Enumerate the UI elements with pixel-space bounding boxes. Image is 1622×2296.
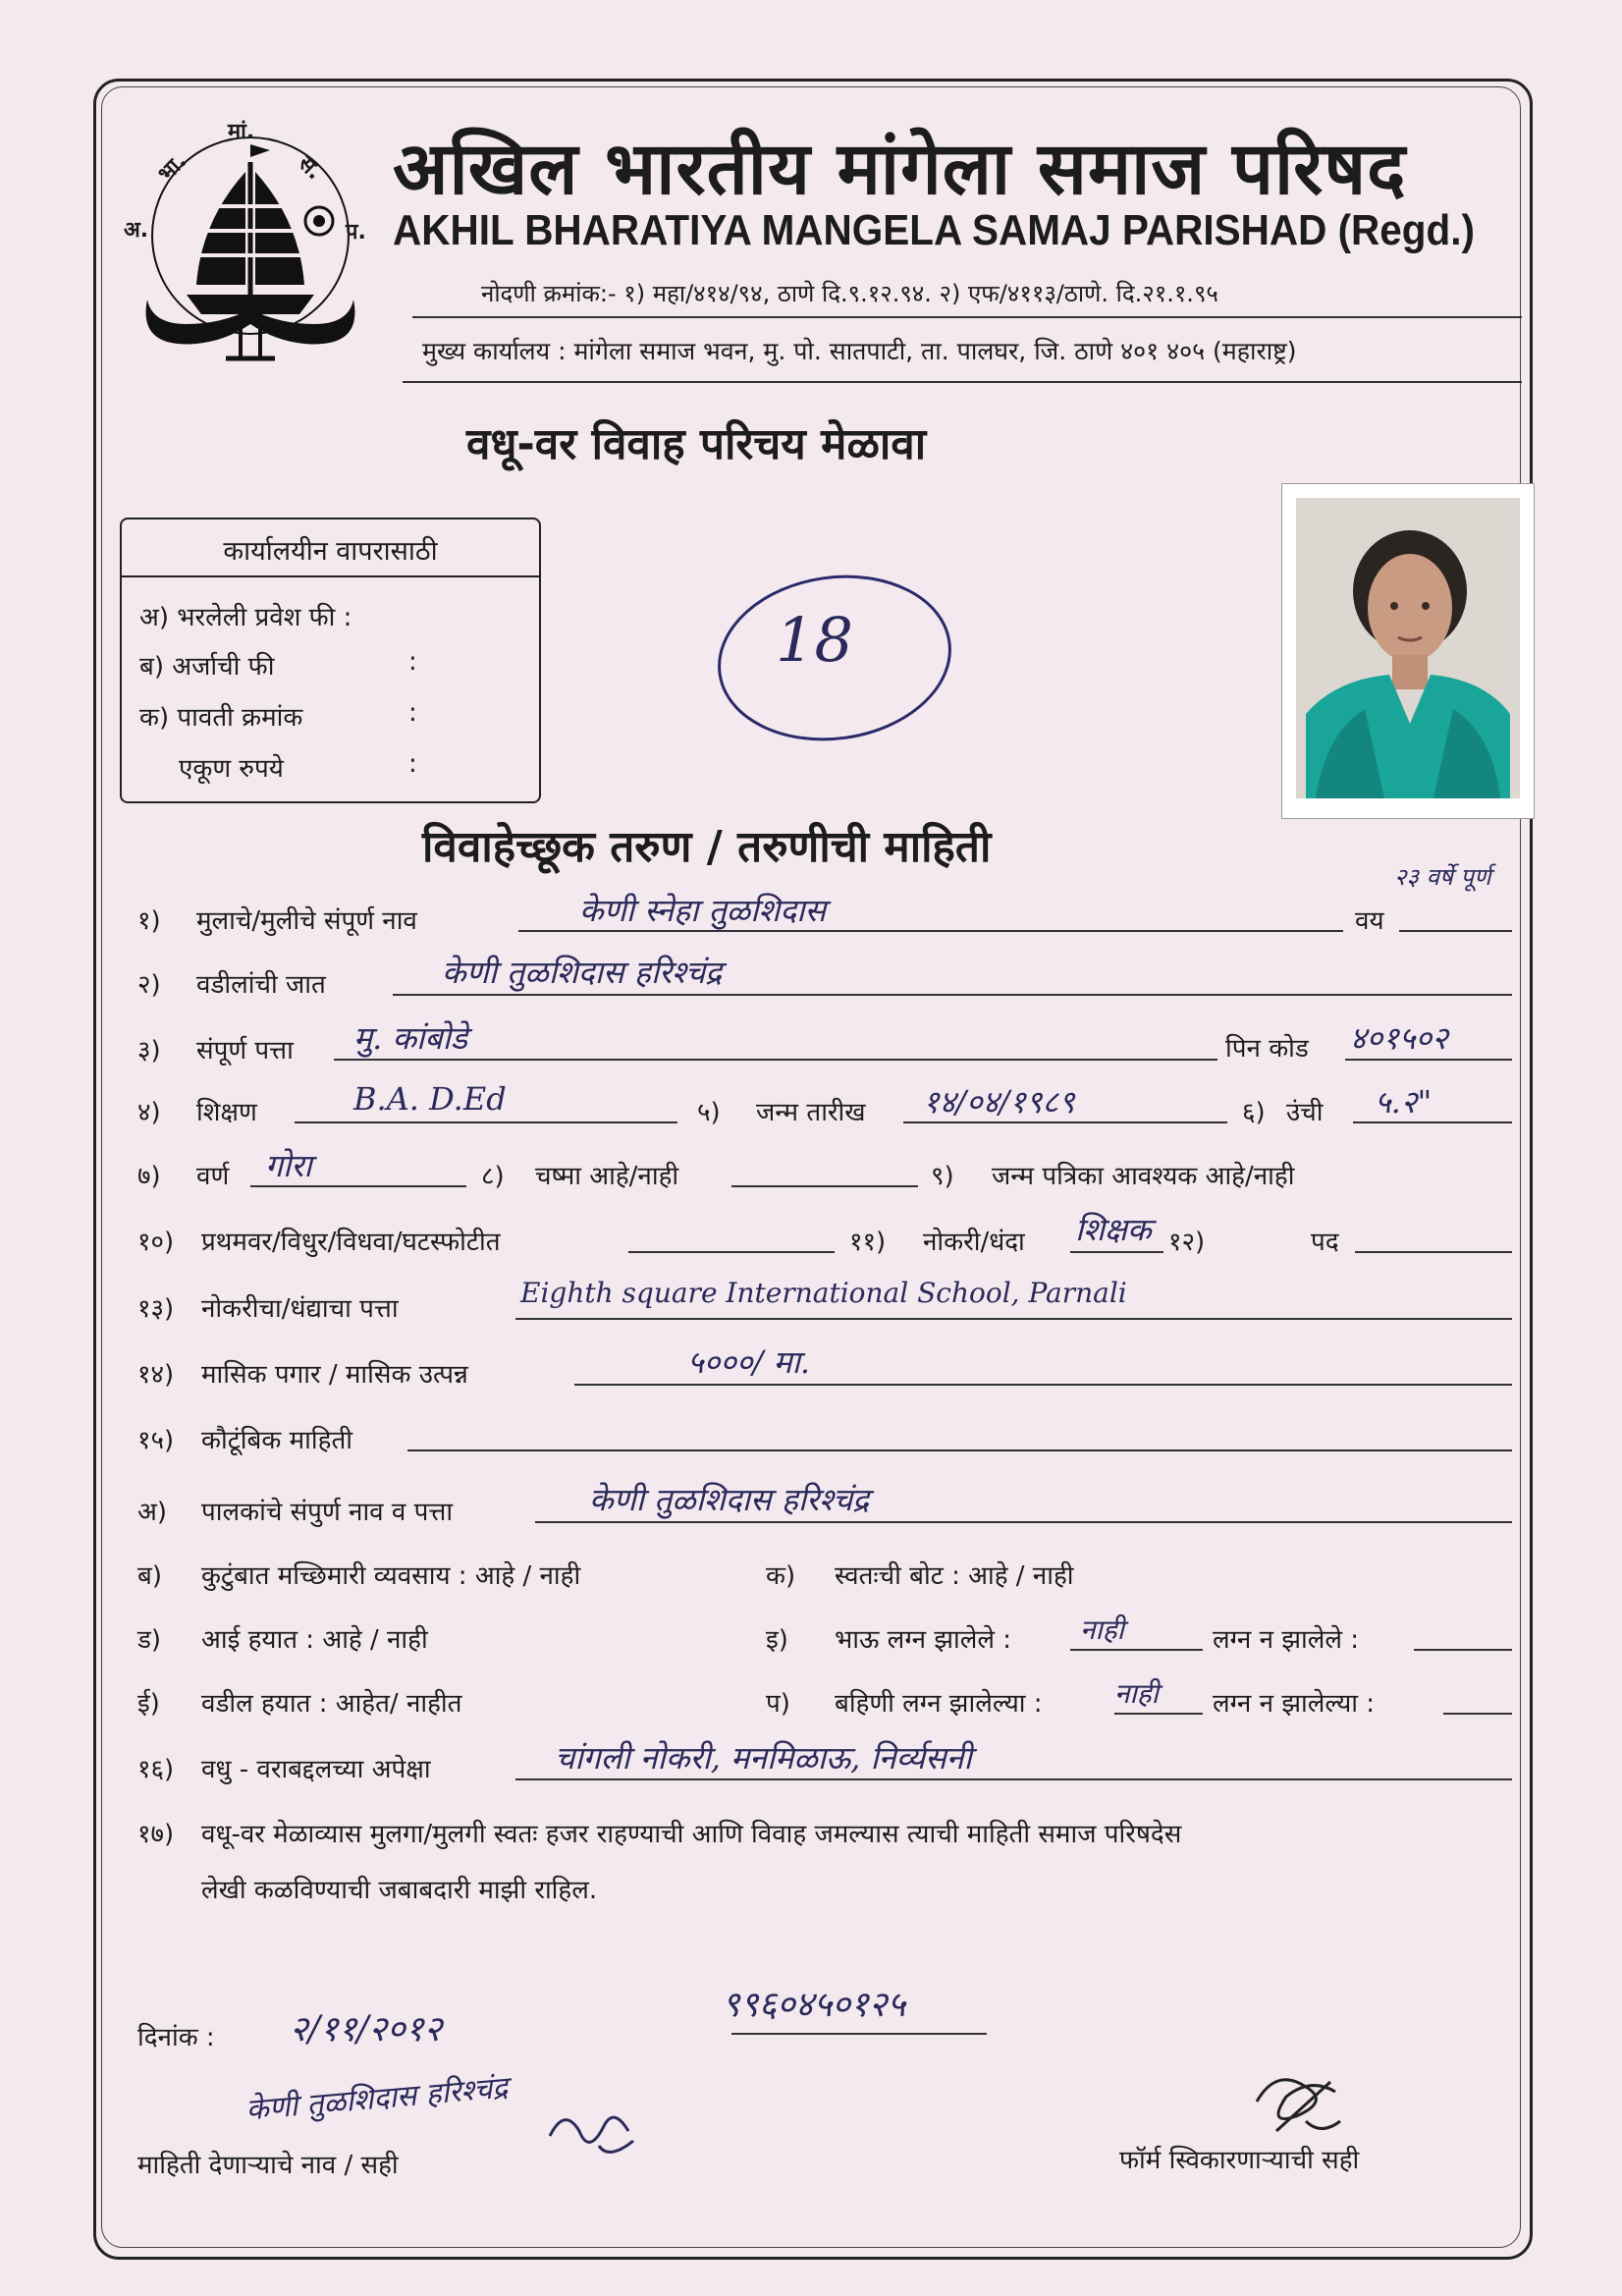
informant-label: माहिती देणाऱ्याचे नाव / सही	[137, 2151, 399, 2180]
label-age: वय	[1355, 906, 1384, 936]
value-occupation: शिक्षक	[1075, 1211, 1152, 1248]
logo-letter-bha: भा.	[153, 148, 192, 188]
label-horoscope: जन्म पत्रिका आवश्यक आहे/नाही	[992, 1162, 1295, 1191]
label-father-caste: वडीलांची जात	[196, 970, 326, 1000]
office-use-box: कार्यालयीन वापरासाठी अ) भरलेली प्रवेश फी : ब) अर्जाची फी : क) पावती क्रमांक : एकूण रुपये :	[120, 518, 541, 803]
value-date: २/११/२०१२	[290, 2009, 443, 2050]
value-sister-married: नाही	[1114, 1677, 1159, 1710]
office-row-total: एकूण रुपये	[179, 754, 284, 784]
label-mother-alive: आई हयात : आहे / नाही	[201, 1625, 428, 1655]
label-pin-code: पिन कोड	[1225, 1034, 1309, 1064]
label-brother-unmarried: लग्न न झालेले :	[1213, 1625, 1359, 1655]
value-pin-code: ४०१५०२	[1350, 1019, 1448, 1057]
logo-letter-pa: प.	[346, 220, 366, 245]
label-marital-status: प्रथमवर/विधुर/विधवा/घटस्फोटीत	[201, 1228, 501, 1257]
label-position: पद	[1311, 1228, 1339, 1257]
label-full-name: मुलाचे/मुलीचे संपूर्ण नाव	[196, 906, 417, 936]
label-family-info: कौटूंबिक माहिती	[201, 1426, 352, 1455]
circled-number: 18	[776, 604, 853, 676]
label-height: उंची	[1286, 1098, 1324, 1127]
office-row-receipt-number: क) पावती क्रमांक	[139, 703, 303, 733]
page-subtitle: वधू-वर विवाह परिचय मेळावा	[466, 419, 927, 469]
declaration-line-2: लेखी कळविण्याची जबाबदारी माझी राहिल.	[201, 1876, 598, 1905]
label-education: शिक्षण	[196, 1098, 257, 1127]
label-date: दिनांक :	[137, 2023, 215, 2052]
label-address: संपूर्ण पत्ता	[196, 1036, 294, 1066]
applicant-photo	[1281, 483, 1535, 819]
label-sister-unmarried: लग्न न झालेल्या :	[1213, 1689, 1376, 1719]
value-work-address: Eighth square International School, Parnali	[520, 1277, 1127, 1309]
value-brother-married: नाही	[1080, 1613, 1124, 1646]
logo-letter-ma: मां.	[228, 120, 255, 144]
value-birth-date: १४/०४/१९८९	[923, 1083, 1075, 1121]
inner-border	[101, 86, 1521, 2248]
logo-letter-a: अ.	[124, 218, 149, 243]
headquarters-text: मुख्य कार्यालय : मांगेला समाज भवन, मु. पो. सातपाटी, ता. पालघर, जि. ठाणे ४०१ ४०५ (महाराष्ट्र)	[422, 337, 1297, 365]
informant-signature	[540, 2092, 648, 2170]
phone-number: ९९६०४५०१२५	[722, 1985, 906, 2025]
receiver-signature	[1237, 2062, 1355, 2151]
value-parents-name: केणी तुळशिदास हरिश्चंद्र	[589, 1481, 870, 1518]
label-fishing-business: कुटुंबात मच्छिमारी व्यवसाय : आहे / नाही	[201, 1561, 581, 1591]
office-row-application-fee: ब) अर्जाची फी	[139, 652, 275, 682]
label-brother-married: भाऊ लग्न झालेले :	[835, 1625, 1011, 1655]
receiver-signature-label: फॉर्म स्विकारणाऱ्याची सही	[1119, 2146, 1360, 2175]
label-complexion: वर्ण	[196, 1162, 230, 1191]
value-income: ५०००/ मा.	[687, 1343, 811, 1381]
label-expectations: वधु - वराबद्दलच्या अपेक्षा	[201, 1755, 431, 1784]
title-marathi: अखिल भारतीय मांगेला समाज परिषद	[393, 127, 1407, 211]
office-box-title: कार्यालयीन वापरासाठी	[223, 536, 438, 567]
title-english: AKHIL BHARATIYA MANGELA SAMAJ PARISHAD (Regd.)	[393, 206, 1475, 254]
label-parents-name: पालकांचे संपुर्ण नाव व पत्ता	[201, 1498, 454, 1527]
informant-name: केणी तुळशिदास हरिश्चंद्र	[244, 2070, 510, 2128]
value-complexion: गोरा	[265, 1147, 312, 1184]
registration-text: नोदणी क्रमांक:- १) महा/४१४/९४, ठाणे दि.९.१२.९४. २) एफ/४११३/ठाणे. दि.२१.१.९५	[481, 280, 1218, 307]
label-father-alive: वडील हयात : आहेत/ नाहीत	[201, 1689, 462, 1719]
label-sister-married: बहिणी लग्न झालेल्या :	[835, 1689, 1043, 1719]
label-work-address: नोकरीचा/धंद्याचा पत्ता	[201, 1294, 399, 1324]
value-address: मु. कांबोडे	[353, 1019, 468, 1057]
logo-letter-sa: स.	[293, 151, 327, 186]
label-income: मासिक पगार / मासिक उत्पन्न	[201, 1360, 468, 1390]
value-education: B.A. D.Ed	[353, 1080, 507, 1118]
ship-logo-icon	[118, 113, 383, 378]
section-title: विवाहेच्छूक तरुण / तरुणीची माहिती	[422, 822, 992, 872]
label-occupation: नोकरी/धंदा	[923, 1228, 1025, 1257]
header-rule	[412, 316, 1522, 318]
label-birth-date: जन्म तारीख	[756, 1098, 866, 1127]
value-height: ५.२"	[1375, 1083, 1433, 1121]
office-row-entry-fee: अ) भरलेली प्रवेश फी :	[139, 603, 352, 632]
label-spectacles: चष्मा आहे/नाही	[535, 1162, 679, 1191]
declaration-line-1: वधू-वर मेळाव्यास मुलगा/मुलगी स्वतः हजर राहण्याची आणि विवाह जमल्यास त्याची माहिती समाज परिषदेस	[201, 1820, 1182, 1849]
label-own-boat: स्वतःची बोट : आहे / नाही	[835, 1561, 1074, 1591]
value-expectations: चांगली नोकरी, मनमिळाऊ, निर्व्यसनी	[555, 1739, 972, 1777]
header-rule-2	[403, 381, 1522, 383]
value-full-name: केणी स्नेहा तुळशिदास	[579, 892, 827, 929]
value-father-caste: केणी तुळशिदास हरिश्चंद्र	[442, 954, 723, 991]
value-age: २३ वर्षे पूर्ण	[1394, 863, 1491, 891]
